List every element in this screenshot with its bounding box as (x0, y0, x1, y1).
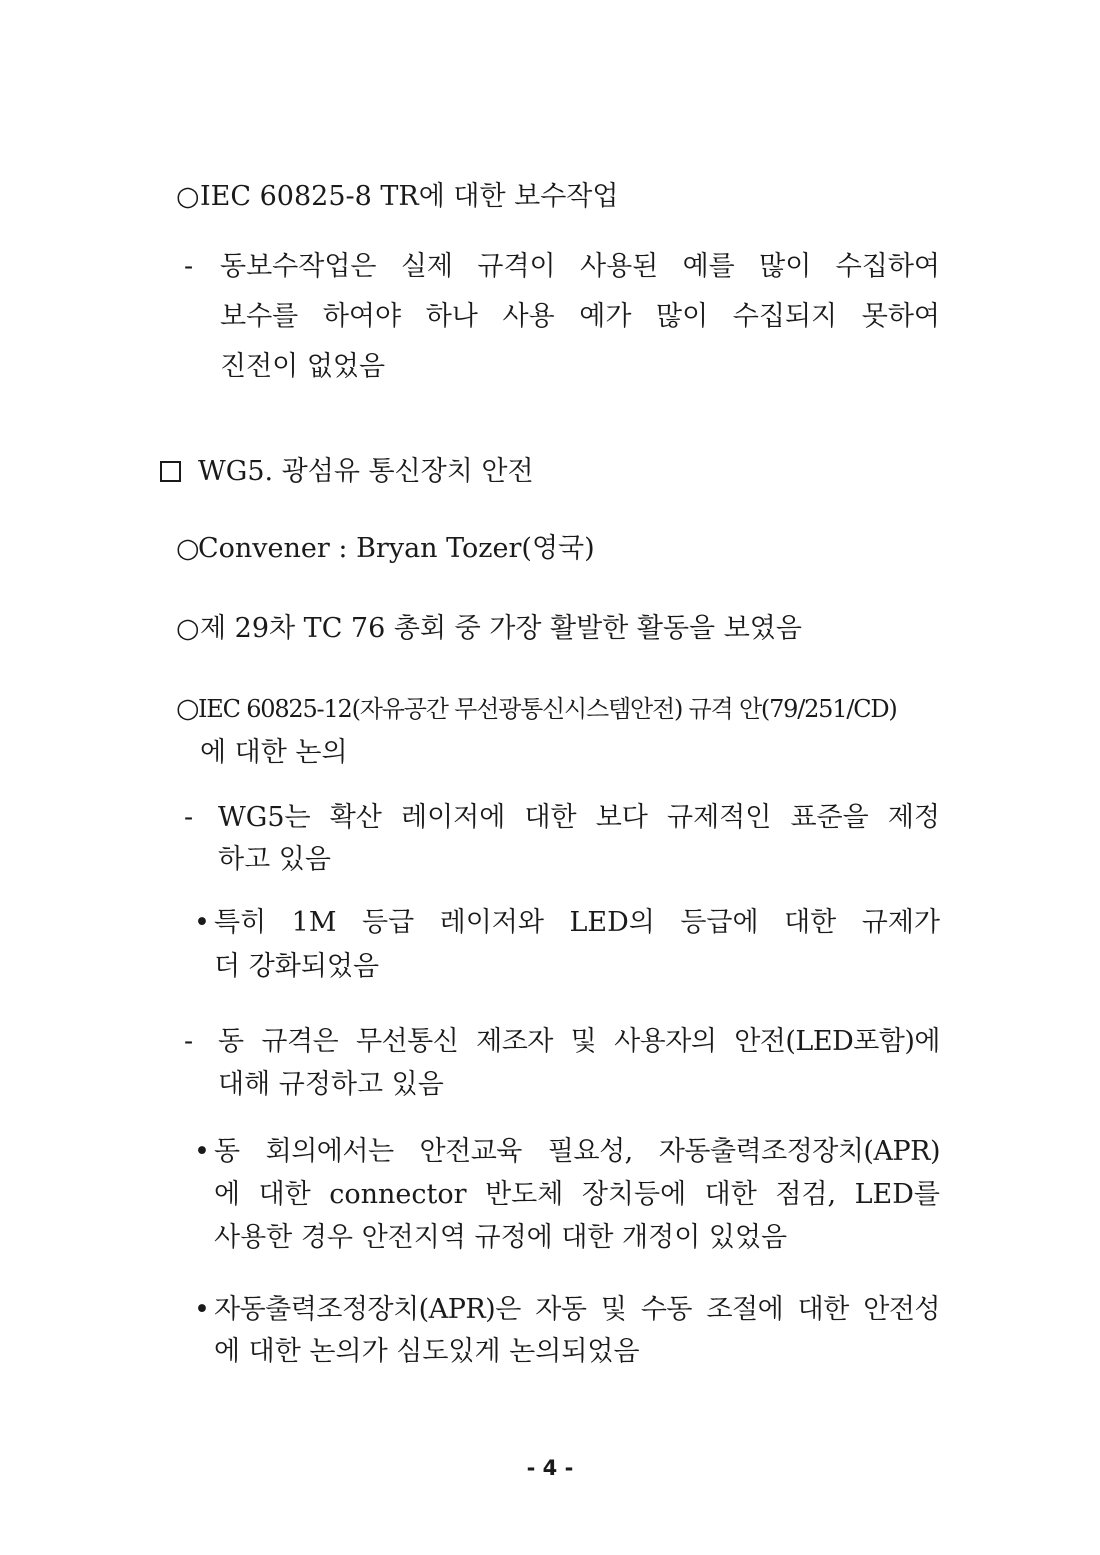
item-line: 에 대한 논의 (200, 737, 348, 768)
circle-bullet-icon: ○ (176, 181, 200, 212)
item-heading-iec-60825-8: IEC 60825-8 TR에 대한 보수작업 (200, 181, 619, 212)
activity-line: 제 29차 TC 76 총회 중 가장 활발한 활동을 보였음 (200, 613, 802, 644)
circle-bullet-icon: ○ (176, 613, 200, 644)
dash-marker: - (184, 802, 194, 833)
paragraph-line: 동보수작업은 실제 규격이 사용된 예를 많이 수집하여 (220, 251, 940, 282)
section-title-wg5: WG5. 광섬유 통신장치 안전 (198, 456, 534, 487)
paragraph-line: 에 대한 논의가 심도있게 논의되었음 (214, 1336, 640, 1367)
paragraph-line: 대해 규정하고 있음 (218, 1069, 444, 1100)
bullet-dot-icon: • (194, 907, 210, 938)
paragraph-line: 하고 있음 (218, 844, 331, 875)
dash-marker: - (184, 1026, 194, 1057)
circle-bullet-icon: ○ (176, 533, 200, 564)
item-line-iec-60825-12: IEC 60825-12(자유공간 무선광통신시스템안전) 규격 안(79/251/CD) (198, 695, 897, 723)
paragraph-line: 동 규격은 무선통신 제조자 및 사용자의 안전(LED포함)에 (218, 1026, 940, 1057)
bullet-dot-icon: • (194, 1294, 210, 1325)
circle-bullet-icon: ○ (176, 693, 200, 724)
page-number: - 4 - (526, 1456, 574, 1480)
paragraph-line: 사용한 경우 안전지역 규정에 대한 개정이 있었음 (214, 1222, 788, 1253)
paragraph-line: 더 강화되었음 (214, 951, 380, 982)
paragraph-line: WG5는 확산 레이저에 대한 보다 규제적인 표준을 제정 (218, 802, 940, 833)
checkbox-square-icon (160, 461, 181, 482)
dash-marker: - (184, 251, 194, 282)
bullet-dot-icon: • (194, 1136, 210, 1167)
paragraph-line: 동 회의에서는 안전교육 필요성, 자동출력조정장치(APR) (214, 1136, 940, 1167)
paragraph-line: 에 대한 connector 반도체 장치등에 대한 점검, LED를 (214, 1179, 940, 1210)
convener-line: Convener : Bryan Tozer(영국) (198, 533, 595, 564)
paragraph-line: 자동출력조정장치(APR)은 자동 및 수동 조절에 대한 안전성 (214, 1294, 940, 1325)
paragraph-line: 진전이 없었음 (220, 351, 386, 382)
paragraph-line: 보수를 하여야 하나 사용 예가 많이 수집되지 못하여 (220, 301, 940, 332)
paragraph-line: 특히 1M 등급 레이저와 LED의 등급에 대한 규제가 (214, 907, 940, 938)
